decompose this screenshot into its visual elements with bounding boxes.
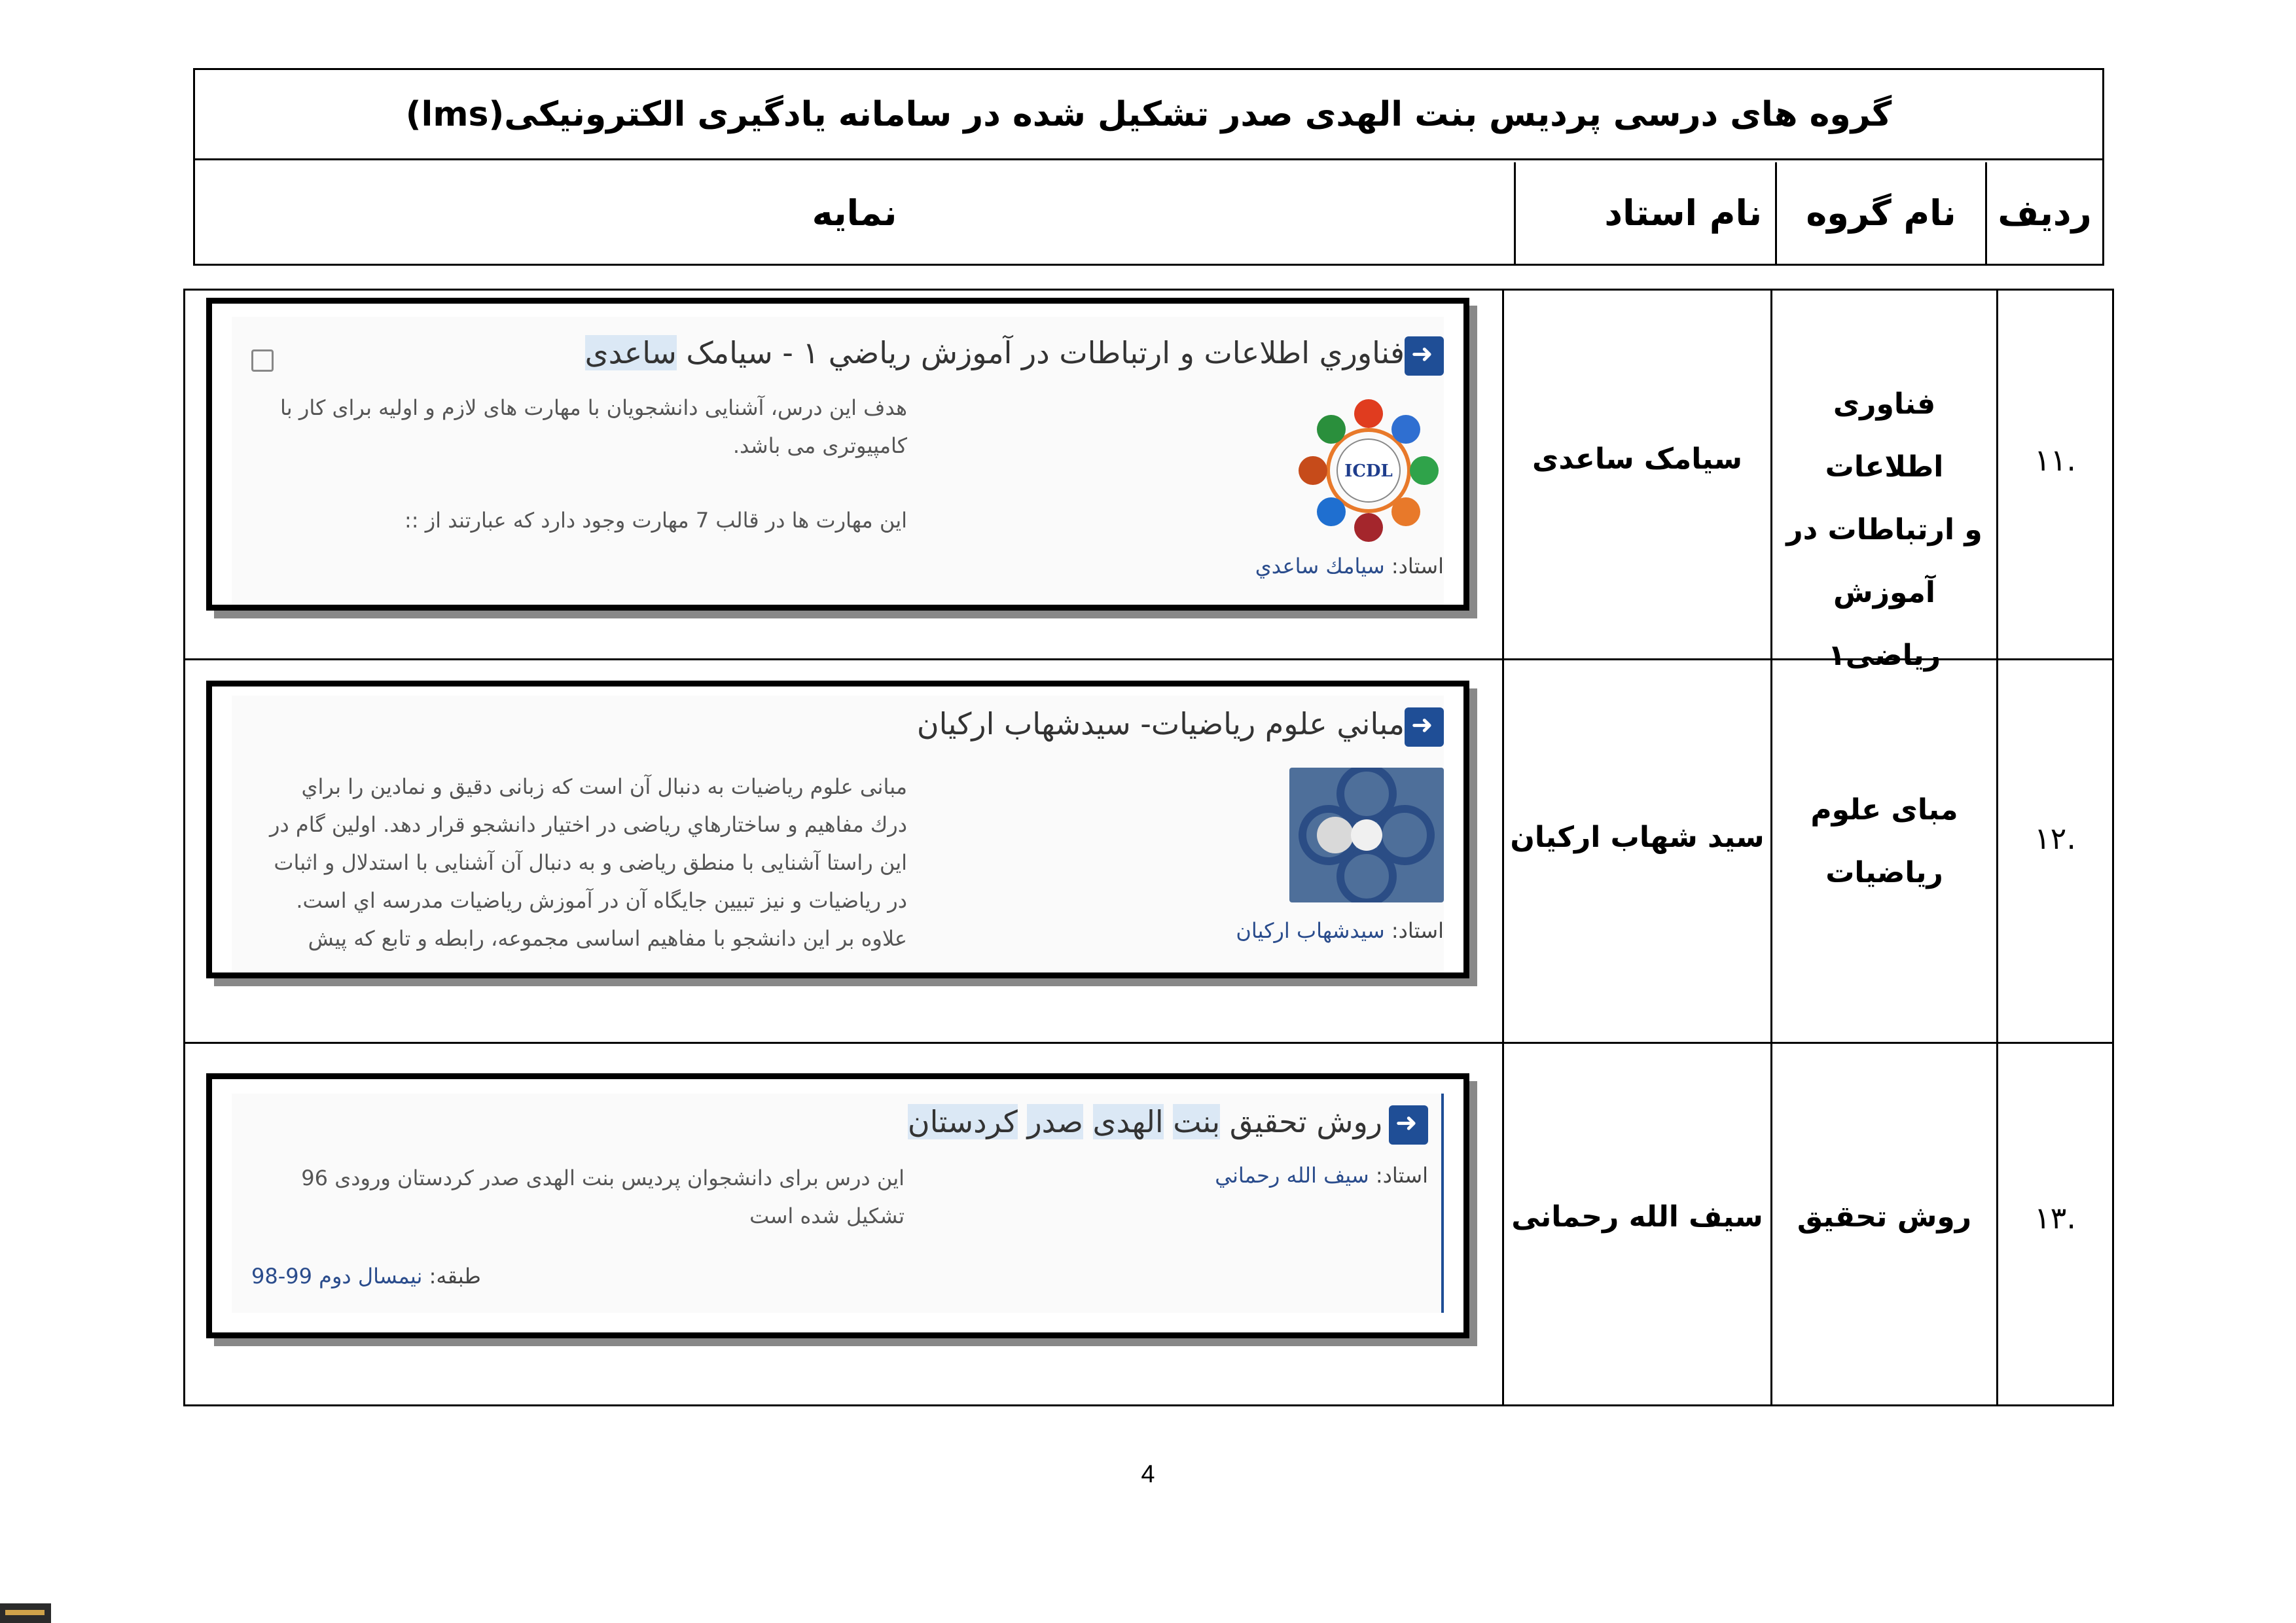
- course-description: در رياضيات و نیز تبیین جایگاه آن در آموزش رياضيات مدرسه اي است.: [296, 888, 907, 913]
- col-teacher-header: نام استاد: [1604, 192, 1762, 234]
- teacher-label: استاد:: [1391, 918, 1444, 943]
- course-description: کامپیوتری می باشد.: [732, 433, 907, 458]
- course-teacher: [1215, 1163, 1428, 1188]
- course-description: علاوه بر این دانشجو با مفاهیم اساسی مجموعه، رابطه و تابع که پیش: [308, 926, 907, 951]
- course-description: درك مفاهيم و ساختارهاي رياضی در اختيار دانشجو قرار دهد. اولین گام در: [270, 812, 907, 837]
- teacher-link[interactable]: سيف الله رحماني: [1215, 1163, 1369, 1188]
- teacher-label: استاد:: [1375, 1163, 1428, 1188]
- row-number: ۱۲.: [2034, 821, 2077, 856]
- teacher-name: سیامک ساعدی: [1532, 442, 1742, 476]
- course-description: این درس برای دانشجوان پردیس بنت الهدی صدر کردستان ورودی 96: [301, 1166, 905, 1190]
- teacher-link[interactable]: سيامك ساعدي: [1255, 554, 1385, 579]
- teacher-link[interactable]: سيدشهاب اركيان: [1236, 918, 1385, 943]
- teacher-name: سیف الله رحمانی: [1511, 1200, 1763, 1234]
- row-number: ۱۱.: [2034, 442, 2077, 478]
- course-thumbnail: [1289, 768, 1444, 902]
- course-description: هدف این درس، آشنایی دانشجویان با مهارت های لازم و اولیه برای کار با: [280, 395, 907, 420]
- divider: [1514, 162, 1516, 264]
- page-number: 4: [1141, 1461, 1155, 1488]
- header-columns: [195, 162, 2102, 264]
- course-teacher: [1236, 918, 1444, 943]
- course-description: این مهارت ها در قالب 7 مهارت وجود دارد که عبارتند از ::: [404, 508, 907, 533]
- group-name-line: مبای علوم: [1810, 793, 1958, 827]
- svg-text:ICDL: ICDL: [1344, 461, 1393, 481]
- teacher-name: سید شهاب ارکیان: [1510, 821, 1765, 854]
- group-name-line: و ارتباطات در: [1786, 513, 1982, 546]
- course-screenshot: [206, 1073, 1469, 1338]
- course-title[interactable]: روش تحقیق بنت الهدی صدر کردستان: [907, 1104, 1382, 1139]
- course-description: این راستا آشنایی با منطق رياضی و به دنبال آن آشنایی با استدلال و اثبات: [274, 850, 907, 875]
- course-description: تشکیل شده است: [749, 1204, 905, 1228]
- col-row-header: ردیف: [1998, 192, 2092, 234]
- enter-icon[interactable]: [1405, 336, 1444, 376]
- divider: [1775, 162, 1777, 264]
- site-logo: [0, 1603, 51, 1623]
- group-name: [1772, 373, 1996, 687]
- course-screenshot: [206, 298, 1469, 611]
- edit-icon[interactable]: [251, 349, 274, 372]
- divider: [1985, 162, 1987, 264]
- row-divider: [183, 1042, 2114, 1044]
- course-title[interactable]: فناوري اطلاعات و ارتباطات در آموزش رياضي ۱ - سيامک ساعدی: [584, 335, 1405, 370]
- course-screenshot: [206, 681, 1469, 978]
- teacher-label: استاد:: [1391, 554, 1444, 579]
- icdl-thumbnail: [1293, 395, 1444, 546]
- group-name: [1772, 779, 1996, 904]
- group-name: روش تحقیق: [1797, 1200, 1972, 1234]
- col-group-header: نام گروه: [1806, 192, 1956, 234]
- row-number: ۱۳.: [2034, 1200, 2077, 1236]
- category-link[interactable]: نیمسال دوم 99-98: [251, 1264, 423, 1289]
- course-card: [232, 317, 1444, 605]
- enter-icon[interactable]: [1389, 1105, 1428, 1145]
- course-description: مبانی علوم رياضيات به دنبال آن است که زبانی دقیق و نمادین را براي: [301, 774, 907, 799]
- course-card: [232, 696, 1444, 972]
- group-name-line: فناوری اطلاعات: [1825, 387, 1944, 484]
- group-name-line: ریاضیات: [1825, 856, 1943, 889]
- group-name-line: آموزش ریاضی۱: [1827, 576, 1941, 672]
- category-label: طبقه:: [429, 1264, 481, 1289]
- course-category: [251, 1264, 481, 1289]
- course-title[interactable]: مباني علوم رياضيات- سيدشهاب اركيان: [916, 706, 1405, 741]
- course-teacher: [1255, 554, 1444, 579]
- col-display-header: نمایه: [812, 192, 897, 234]
- enter-icon[interactable]: [1405, 707, 1444, 747]
- course-card: [232, 1094, 1444, 1313]
- page-title: گروه های درسی پردیس بنت الهدی صدر تشکیل شده در سامانه یادگیری الکترونیکی(lms): [195, 70, 2102, 160]
